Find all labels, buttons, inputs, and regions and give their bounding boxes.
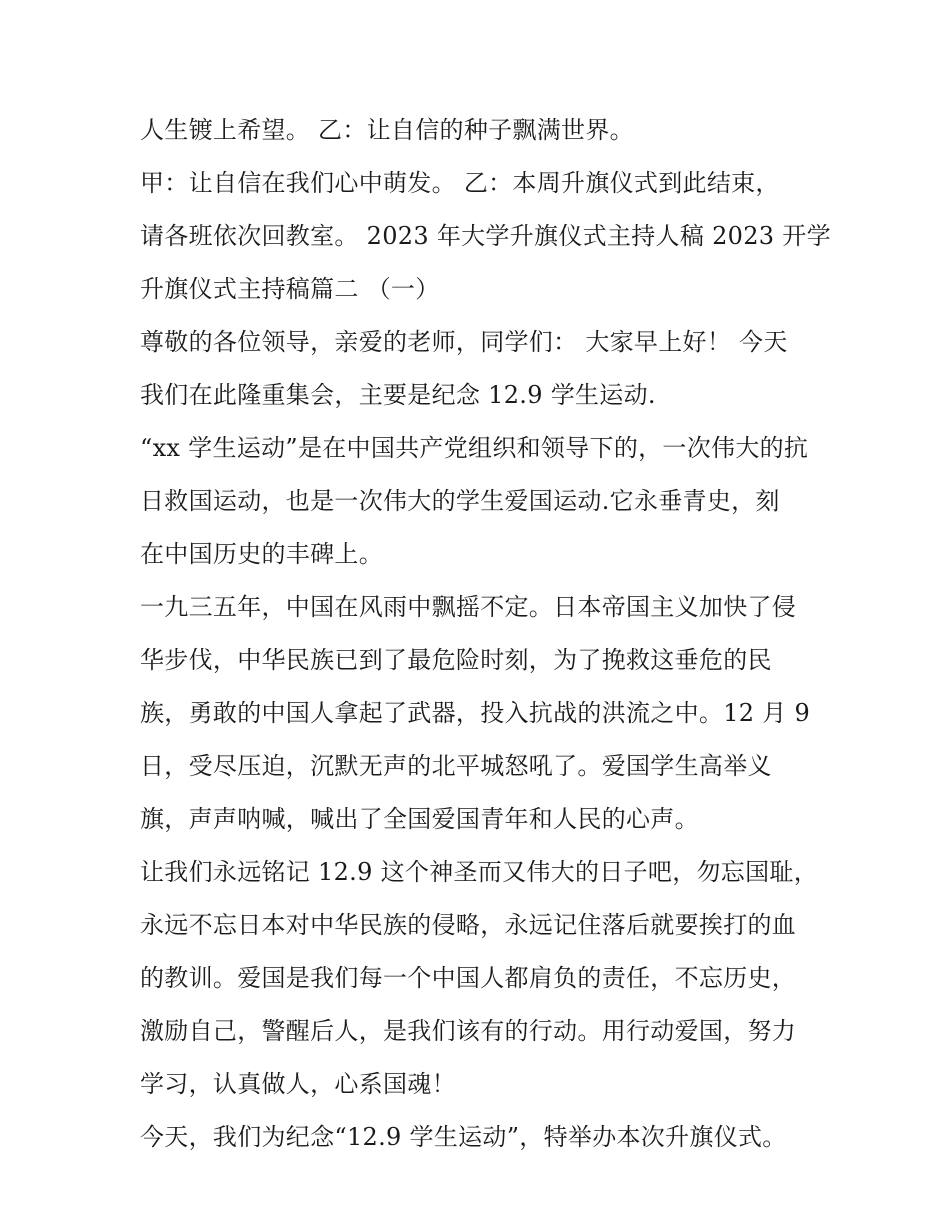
text-line: 人生镀上希望。 乙：让自信的种子飘满世界。 xyxy=(140,116,634,144)
text-line: 旗，声声呐喊，喊出了全国爱国青年和人民的心声。 xyxy=(140,805,699,833)
text-line: 我们在此隆重集会，主要是纪念 12.9 学生运动. xyxy=(140,381,656,409)
text-line: “xx 学生运动”是在中国共产党组织和领导下的，一次伟大的抗 xyxy=(140,434,809,462)
text-line: 甲：让自信在我们心中萌发。 乙：本周升旗仪式到此结束， xyxy=(140,169,780,197)
text-line: 让我们永远铭记 12.9 这个神圣而又伟大的日子吧，勿忘国耻， xyxy=(140,858,818,886)
text-line: 一九三五年，中国在风雨中飘摇不定。日本帝国主义加快了侵 xyxy=(140,593,797,621)
text-line: 华步伐，中华民族已到了最危险时刻，为了挽救这垂危的民 xyxy=(140,646,772,674)
text-line: 的教训。爱国是我们每一个中国人都肩负的责任，不忘历史， xyxy=(140,964,797,992)
text-line: 族，勇敢的中国人拿起了武器，投入抗战的洪流之中。12 月 9 xyxy=(140,699,811,727)
text-line: 升旗仪式主持稿篇二 （一） xyxy=(140,275,440,303)
text-line: 在中国历史的丰碑上。 xyxy=(140,540,383,568)
text-line: 日救国运动，也是一次伟大的学生爱国运动.它永垂青史，刻 xyxy=(140,487,780,515)
text-line: 请各班依次回教室。 2023 年大学升旗仪式主持人稿 2023 开学 xyxy=(140,222,831,250)
text-line: 永远不忘日本对中华民族的侵略，永远记住落后就要挨打的血 xyxy=(140,911,797,939)
document-body xyxy=(140,104,831,1164)
text-line: 学习，认真做人，心系国魂！ xyxy=(140,1070,456,1098)
text-line: 尊敬的各位领导，亲爱的老师，同学们： 大家早上好！ 今天 xyxy=(140,328,788,356)
text-line: 今天，我们为纪念“12.9 学生运动”，特举办本次升旗仪式。 xyxy=(140,1123,787,1151)
text-line: 激励自己，警醒后人，是我们该有的行动。用行动爱国，努力 xyxy=(140,1017,797,1045)
text-line: 日，受尽压迫，沉默无声的北平城怒吼了。爱国学生高举义 xyxy=(140,752,772,780)
